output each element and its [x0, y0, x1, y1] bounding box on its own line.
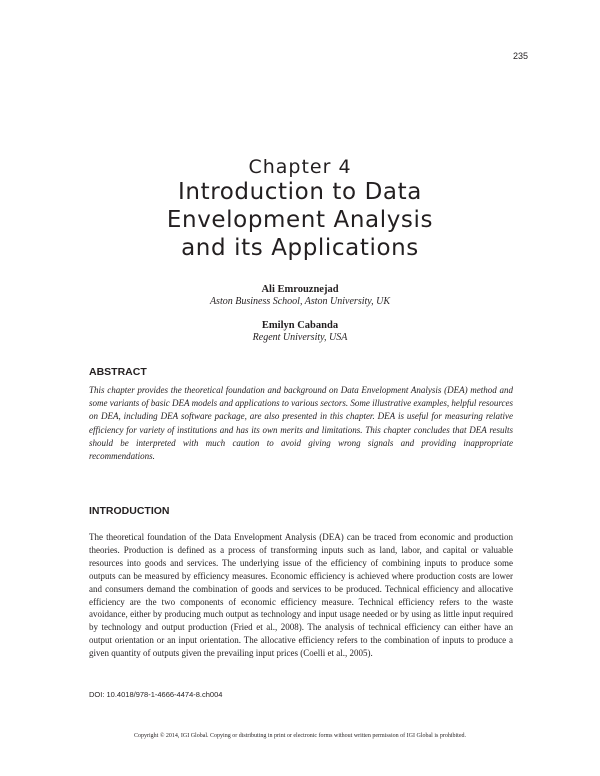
- introduction-text: The theoretical foundation of the Data Envelopment Analysis (DEA) can be traced from economic and production theories. Production is defined as a process of transforming inputs such as land, labor, and capital or valuable resources into goods and services. The underlying issue of the efficiency of combining inputs to produce some outputs can be measured by efficiency measures. Economic efficiency is achieved where production costs are lower and consumers demand the combination of goods and services to be produced. Technical efficiency and allocative efficiency are the two components of economic efficiency measure. Technical efficiency refers to the waste avoidance, either by producing much output as technology and input usage needed or by using as little input required by technology and output production (Fried et al., 2008). The analysis of technical efficiency can either have an output orientation or an input orientation. The allocative efficiency refers to the combination of inputs to produce a given quantity of outputs given the prevailing input prices (Coelli et al., 2005).: [89, 532, 513, 659]
- author-name: Ali Emrouznejad: [261, 284, 339, 295]
- chapter-title-line: and its Applications: [181, 235, 419, 261]
- author-block: [0, 283, 600, 308]
- introduction-heading: INTRODUCTION: [89, 505, 170, 517]
- author-block: [0, 319, 600, 344]
- page-number: 235: [512, 51, 528, 61]
- abstract-heading: ABSTRACT: [89, 366, 147, 378]
- copyright-footer: Copyright © 2014, IGI Global. Copying or distributing in print or electronic forms without written permission of IGI Global is prohibited.: [133, 733, 466, 739]
- chapter-label: Chapter 4: [248, 156, 352, 178]
- author-affiliation: Aston Business School, Aston University, UK: [209, 296, 391, 307]
- chapter-title-line: Envelopment Analysis: [166, 207, 434, 233]
- author-affiliation: Regent University, USA: [252, 332, 348, 343]
- chapter-title: [0, 178, 600, 262]
- abstract-text: This chapter provides the theoretical foundation and background on Data Envelopment Analysis (DEA) method and some variants of basic DEA models and applications to various sectors. Some illustrative examples, helpful resources on DEA, including DEA software package, are also presented in this chapter. DEA is useful for measuring relative efficiency for variety of institutions and has its own merits and limitations. This chapter concludes that DEA results should be interpreted with much caution to avoid giving wrong signals and providing inappropriate recommendations.: [89, 385, 513, 462]
- author-name: Emilyn Cabanda: [261, 320, 339, 331]
- chapter-title-line: Introduction to Data: [178, 179, 422, 205]
- doi: DOI: 10.4018/978-1-4666-4474-8.ch004: [89, 690, 223, 699]
